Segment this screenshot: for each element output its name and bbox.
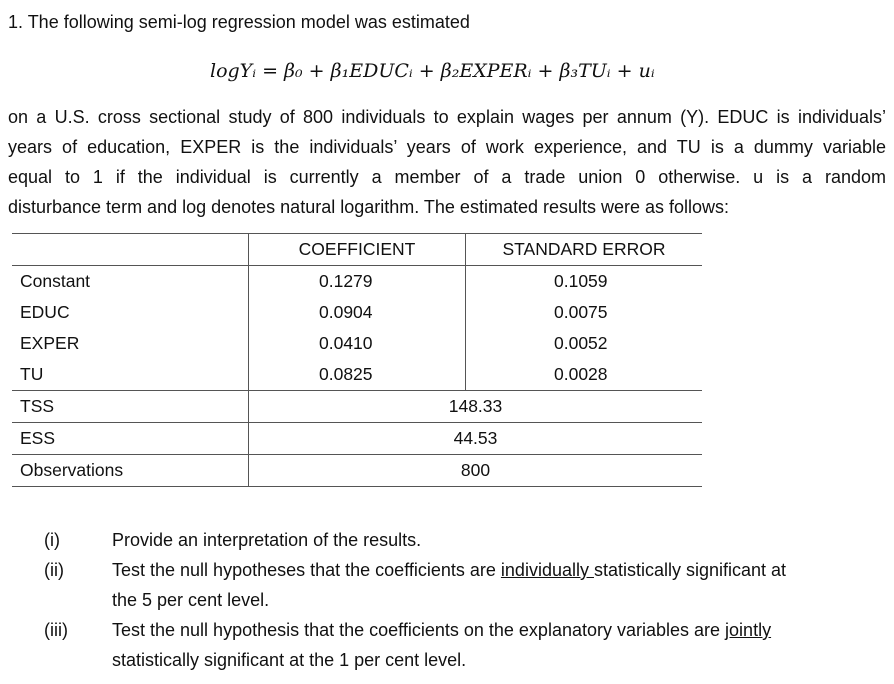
- summary-value: 148.33: [249, 391, 703, 423]
- task-text-part: Test the null hypothesis that the coefficients on the explanatory variables are: [112, 620, 726, 640]
- std-error-header: STANDARD ERROR: [466, 234, 703, 266]
- task-text-part: Test the null hypotheses that the coefficients are: [112, 560, 501, 580]
- description-line: equal to 1 if the individual is currently a member of a trade union 0 otherwise. u is a random: [8, 167, 886, 187]
- summary-row: [12, 391, 702, 423]
- coefficient-value: 0.0825: [249, 359, 466, 391]
- underlined-emphasis: individually: [500, 560, 594, 580]
- summary-label: Observations: [20, 460, 124, 480]
- underlined-emphasis: jointly: [725, 620, 772, 640]
- table-row: [12, 359, 702, 391]
- task-text: [112, 560, 786, 581]
- summary-label: TSS: [20, 396, 55, 416]
- coefficient-value: 0.1279: [249, 266, 466, 298]
- table-row: [12, 328, 702, 359]
- row-label: Constant: [20, 271, 91, 291]
- coefficient-value: 0.0410: [249, 328, 466, 359]
- task-text: the 5 per cent level.: [112, 590, 270, 610]
- task-text: statistically significant at the 1 per cent level.: [112, 650, 467, 670]
- row-label: TU: [20, 364, 44, 384]
- table-row: [12, 297, 702, 328]
- task-number: (ii): [44, 560, 64, 580]
- task-number: (iii): [44, 620, 68, 640]
- row-label: EDUC: [20, 302, 70, 322]
- summary-value: 44.53: [249, 423, 703, 455]
- table-header-row: [12, 234, 702, 266]
- task-text-part: statistically significant at: [593, 560, 787, 580]
- std-error-value: 0.1059: [466, 266, 703, 298]
- std-error-value: 0.0052: [466, 328, 703, 359]
- task-text: Provide an interpretation of the results.: [112, 530, 422, 550]
- summary-value: 800: [249, 455, 703, 487]
- regression-results-table: [12, 233, 702, 487]
- row-label: EXPER: [20, 333, 80, 353]
- coefficient-value: 0.0904: [249, 297, 466, 328]
- summary-label: ESS: [20, 428, 56, 448]
- task-number: (i): [44, 530, 60, 550]
- description-line: disturbance term and log denotes natural logarithm. The estimated results were as follows:: [8, 197, 730, 217]
- question-description: [8, 102, 886, 222]
- description-line: years of education, EXPER is the individuals’ years of work experience, and TU is a dummy variable: [8, 137, 886, 157]
- description-line: on a U.S. cross sectional study of 800 individuals to explain wages per annum (Y). EDUC is individuals’: [8, 107, 886, 127]
- std-error-value: 0.0028: [466, 359, 703, 391]
- task-text: [112, 620, 771, 641]
- question-heading: 1. The following semi-log regression model was estimated: [8, 12, 470, 32]
- regression-equation: logYᵢ = β₀ + β₁EDUCᵢ + β₂EXPERᵢ + β₃TUᵢ + uᵢ: [210, 60, 655, 82]
- table-row: [12, 266, 702, 298]
- coefficient-header: COEFFICIENT: [249, 234, 466, 266]
- std-error-value: 0.0075: [466, 297, 703, 328]
- empty-header-cell: [12, 234, 249, 266]
- task-list: [0, 530, 894, 680]
- summary-row: [12, 455, 702, 487]
- summary-row: [12, 423, 702, 455]
